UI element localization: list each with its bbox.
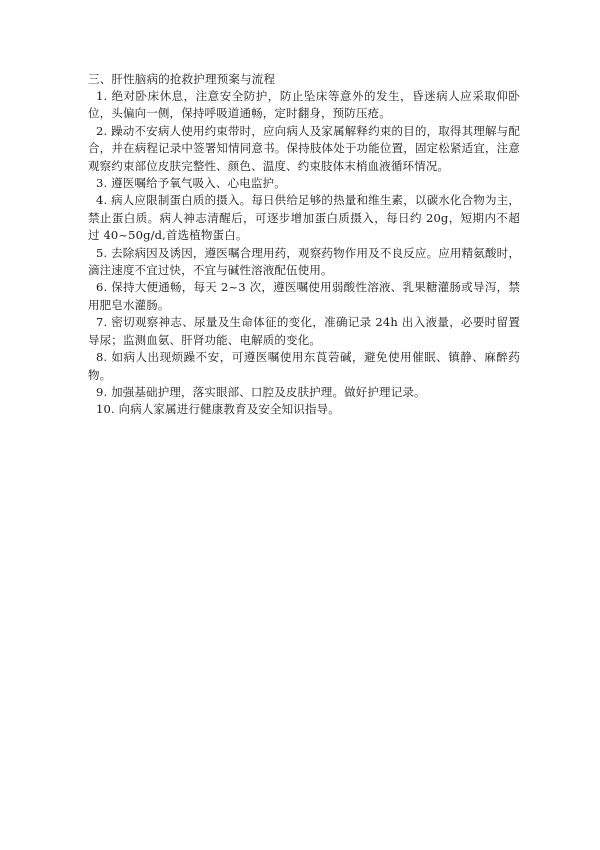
item-text: 遵医嘱给予氧气吸入、心电监护。 [111,176,286,191]
list-item [88,401,520,418]
list-item [88,245,520,280]
item-list [88,88,520,419]
item-number: 1. [96,89,108,103]
item-text: 绝对卧床休息，注意安全防护，防止坠床等意外的发生，昏迷病人应采取仰卧位，头偏向一侧，保持呼吸道通畅，定时翻身，预防压疮。 [88,89,520,121]
item-number: 8. [96,350,108,365]
item-text: 躁动不安病人使用约束带时，应向病人及家属解释约束的目的，取得其理解与配合，并在病程记录中签署知情同意书。保持肢体处于功能位置，固定松紧适宜，注意观察约束部位皮肤完整性、颜色、温度、约束肢体末梢血液循环情况。 [88,123,520,173]
item-number: 10. [96,402,115,417]
document-content [88,70,520,419]
item-text: 向病人家属进行健康教育及安全知识指导。 [118,402,340,417]
item-text: 如病人出现烦躁不安，可遵医嘱使用东莨菪碱，避免使用催眠、镇静、麻醉药物。 [88,350,520,382]
list-item [88,88,520,123]
item-number: 7. [96,315,108,330]
list-item [88,279,520,314]
list-item [88,314,520,349]
item-number: 6. [96,280,108,295]
item-number: 9. [96,384,108,399]
section-title: 三、肝性脑病的抢救护理预案与流程 [88,72,276,86]
item-text: 去除病因及诱因，遵医嘱合理用药，观察药物作用及不良反应。应用精氨酸时，滴注速度不宜过快，不宜与碱性溶液配伍使用。 [88,245,520,278]
list-item [88,349,520,384]
item-text: 病人应限制蛋白质的摄入。每日供给足够的热量和维生素，以碳水化合物为主，禁止蛋白质。病人神志清醒后，可逐步增加蛋白质摄入，每日约 20g，短期内不超过 40~50g/d,首选植物蛋白。 [88,193,520,243]
item-number: 5. [96,245,108,260]
list-item [88,123,520,175]
item-number: 4. [96,193,108,208]
list-item [88,192,520,244]
item-number: 3. [96,176,108,191]
item-number: 2. [96,123,108,138]
item-text: 加强基础护理，落实眼部、口腔及皮肤护理。做好护理记录。 [111,384,426,399]
item-text: 密切观察神志、尿量及生命体征的变化，准确记录 24h 出入液量，必要时留置导尿；监测血氨、肝肾功能、电解质的变化。 [88,315,520,347]
list-item [88,384,520,401]
list-item [88,175,520,192]
item-text: 保持大便通畅，每天 2~3 次，遵医嘱使用弱酸性溶液、乳果糖灌肠或导泻，禁用肥皂水灌肠。 [88,280,520,312]
